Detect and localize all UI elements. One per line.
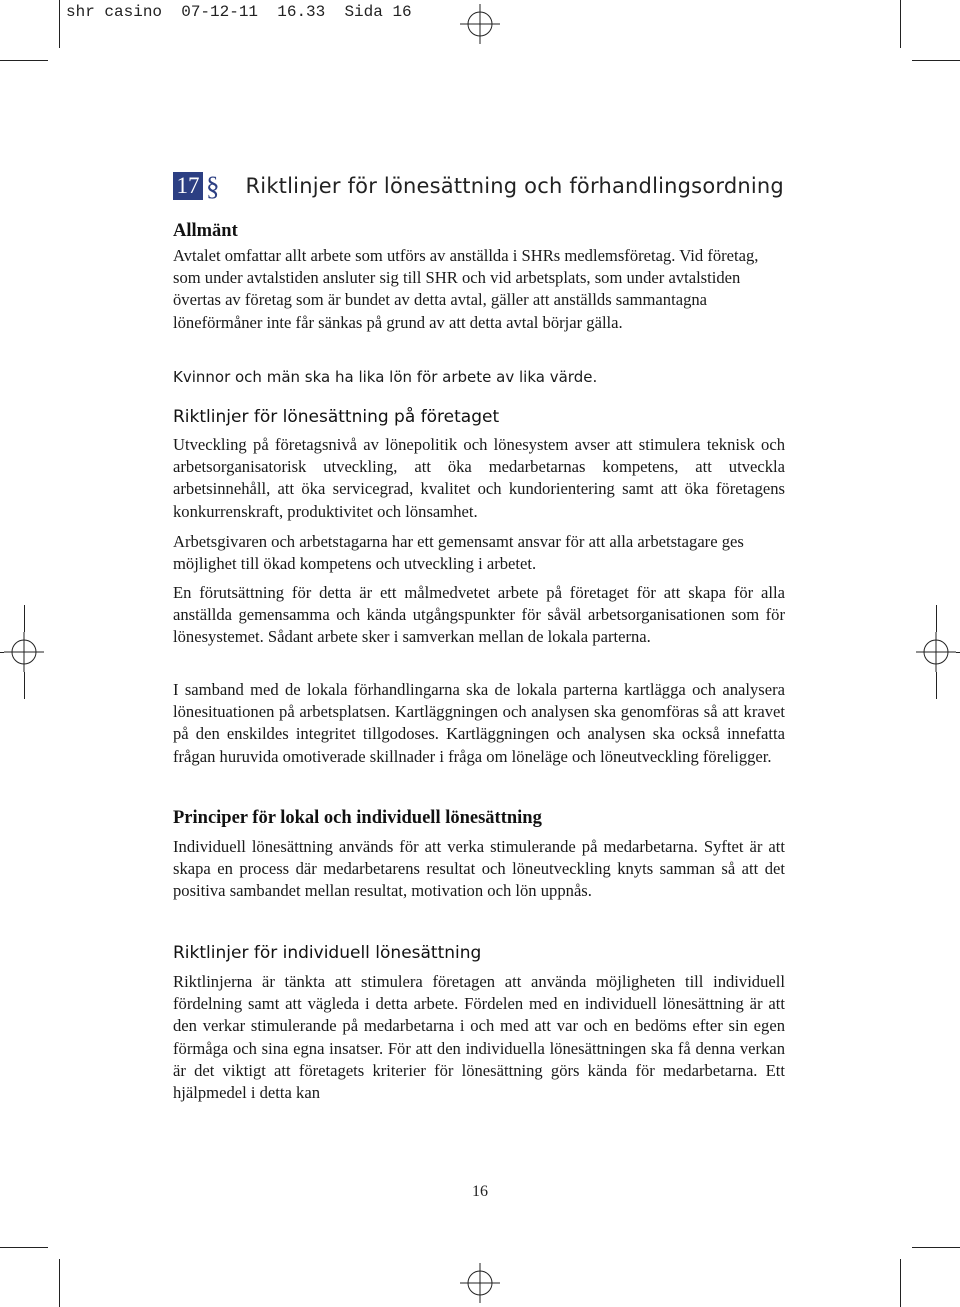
section-individuell-body (173, 971, 785, 1104)
section-allmant-equal-pay (173, 366, 785, 388)
registration-mark-icon (916, 632, 956, 672)
paragraph: Avtalet omfattar allt arbete som utförs av anställda i SHRs medlemsföretag. Vid företag, som under avtalstiden ansluter sig till SHR och vid arbetsplats, som under avtalstiden övertas av företag som är bundet av detta avtal, gäller att anställds sammantagna löneförmåner inte får sänkas på grund av att detta avtal börjar gälla. (173, 246, 759, 332)
print-slug: shr casino 07-12-11 16.33 Sida 16 (66, 3, 412, 21)
section-individuell (173, 942, 785, 964)
section-riktlinjer-foretaget-p3 (173, 582, 785, 649)
section-riktlinjer-foretaget-body (173, 434, 785, 523)
paragraph: Riktlinjerna är tänkta att stimulera företagen att använda möjligheten till individuell fördelning samt att vägleda i detta arbete. Fördelen med en individuell lönesättning är att den verkar stimulerande på medarbetarna i och med att var och en bedöms efter sin egen förmåga och sina egna insatser. För att den individuella lönesättningen ska få denna verkan är det viktigt att företagets kriterier för lönesättning görs kända för medarbetarna. Ett hjälpmedel i detta kan (173, 972, 785, 1103)
section-riktlinjer-foretaget (173, 406, 785, 428)
crop-mark (0, 652, 4, 653)
section-heading: Riktlinjer för lönesättning på företaget (173, 407, 500, 427)
crop-mark (24, 672, 25, 699)
registration-mark-icon (4, 632, 44, 672)
crop-mark (900, 0, 901, 48)
section-riktlinjer-foretaget-p2 (173, 531, 785, 575)
crop-mark (24, 605, 25, 632)
section-heading: Principer för lokal och individuell lönesättning (173, 808, 542, 828)
paragraph: Kvinnor och män ska ha lika lön för arbete av lika värde. (173, 368, 598, 386)
crop-mark (936, 672, 937, 699)
section-sign-icon: § (206, 170, 220, 201)
crop-mark (936, 605, 937, 632)
section-heading: Allmänt (173, 221, 238, 241)
registration-mark-icon (460, 1263, 500, 1303)
section-allmant (173, 220, 785, 242)
paragraph: En förutsättning för detta är ett målmedvetet arbete på företaget för att skapa för alla anställda gemensamma och kända utgångspunkter för såväl arbetsorganisationen som för lönesystemet. Sådant arbete sker i samverkan mellan de lokala parterna. (173, 583, 785, 647)
section-heading: Riktlinjer för individuell lönesättning (173, 943, 482, 963)
crop-mark (912, 60, 960, 61)
crop-mark (0, 60, 48, 61)
paragraph: Individuell lönesättning används för att verka stimulerande på medarbetarna. Syftet är att skapa en process där medarbetarens resultat och löneutveckling knyts samman så att det positiva sambandet mellan resultat, motivation och lön uppnås. (173, 837, 785, 901)
chapter-title: Riktlinjer för lönesättning och förhandlingsordning (245, 174, 784, 198)
chapter-heading (173, 171, 784, 201)
crop-mark (956, 652, 960, 653)
crop-mark (912, 1247, 960, 1248)
crop-mark (59, 1259, 60, 1307)
crop-mark (59, 0, 60, 48)
paragraph: Utveckling på företagsnivå av lönepolitik och lönesystem avser att stimulera teknisk och arbetsorganisatorisk utveckling, att öka medarbetarnas kompetens, att utveckla arbetsinnehåll, att öka servicegrad, kvalitet och kundorientering samt att öka företagens konkurrenskraft, produktivitet och lönsamhet. (173, 435, 785, 521)
chapter-number: 17 (173, 172, 203, 200)
section-riktlinjer-foretaget-p4 (173, 679, 785, 768)
crop-mark (0, 1247, 48, 1248)
section-principer (173, 807, 785, 829)
paragraph: Arbetsgivaren och arbetstagarna har ett gemensamt ansvar för att alla arbetstagare ges möjlighet till ökad kompetens och utveckling i arbetet. (173, 532, 744, 574)
registration-mark-icon (460, 4, 500, 44)
crop-mark (900, 1259, 901, 1307)
page-number: 16 (472, 1183, 488, 1200)
paragraph: I samband med de lokala förhandlingarna ska de lokala parterna kartlägga och analysera lönesituationen på arbetsplatsen. Kartläggningen och analysen ska genomföras så att kravet på den enskildes integritet tillgodoses. Kartläggningen och analysen ska också innefatta frågan huruvida omotiverade skillnader i fråga om löneläge och löneutveckling föreligger. (173, 680, 785, 766)
section-principer-body (173, 836, 785, 903)
section-allmant-body (173, 245, 785, 334)
